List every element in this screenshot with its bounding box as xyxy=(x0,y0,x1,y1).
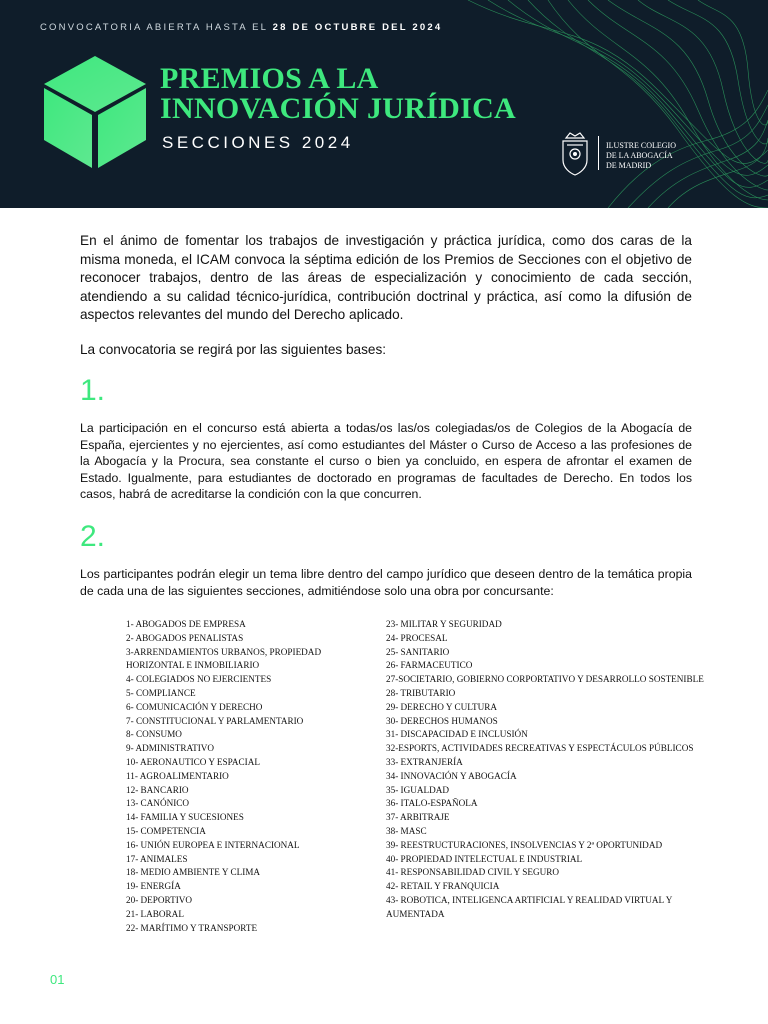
bases-intro: La convocatoria se regirá por las siguientes bases: xyxy=(80,342,387,357)
org-line-2: DE LA ABOGACÍA xyxy=(606,151,673,160)
list-item: 31- DISCAPACIDAD E INCLUSIÓN xyxy=(386,729,528,740)
list-item: 41- RESPONSABILIDAD CIVIL Y SEGURO xyxy=(386,867,560,878)
list-item: 22- MARÍTIMO Y TRANSPORTE xyxy=(126,922,258,933)
sections-list-right xyxy=(386,618,726,922)
list-item: 43- ROBOTICA, INTELIGENCA ARTIFICIAL Y REALIDAD VIRTUAL Y xyxy=(386,894,673,905)
title-line-1: PREMIOS A LA xyxy=(160,62,379,95)
list-item: 26- FARMACEUTICO xyxy=(386,660,473,671)
list-item: 33- EXTRANJERÍA xyxy=(386,756,463,767)
organization-name xyxy=(606,141,676,171)
list-item: 11- AGROALIMENTARIO xyxy=(126,770,229,781)
list-item: 15- COMPETENCIA xyxy=(126,825,206,836)
header-banner xyxy=(0,0,768,208)
list-item: 4- COLEGIADOS NO EJERCIENTES xyxy=(126,674,272,685)
deadline-prefix: CONVOCATORIA ABIERTA HASTA EL xyxy=(40,22,273,33)
deadline-line xyxy=(40,22,442,33)
page-subtitle: SECCIONES 2024 xyxy=(162,133,354,152)
list-item: 21- LABORAL xyxy=(126,908,184,919)
page-title xyxy=(160,64,516,124)
list-item: 19- ENERGÍA xyxy=(126,881,181,892)
list-item: 32-ESPORTS, ACTIVIDADES RECREATIVAS Y ESPECTÁCULOS PÚBLICOS xyxy=(386,743,694,754)
list-item: 17- ANIMALES xyxy=(126,853,188,864)
deadline-date: 28 DE OCTUBRE DEL 2024 xyxy=(272,22,443,33)
list-item: 12- BANCARIO xyxy=(126,784,189,795)
list-item: 27-SOCIETARIO, GOBIERNO CORPORTATIVO Y DESARROLLO SOSTENIBLE xyxy=(386,674,704,685)
list-item: 23- MILITAR Y SEGURIDAD xyxy=(386,619,502,629)
org-line-3: DE MADRID xyxy=(606,161,652,170)
list-item: 34- INNOVACIÓN Y ABOGACÍA xyxy=(386,770,517,781)
icam-logo xyxy=(558,130,678,178)
list-item: 24- PROCESAL xyxy=(386,632,448,643)
list-item: 35- IGUALDAD xyxy=(386,784,450,795)
page-number: 01 xyxy=(50,972,65,987)
list-item: 1- ABOGADOS DE EMPRESA xyxy=(126,619,246,629)
list-item: 28- TRIBUTARIO xyxy=(386,687,456,698)
logo-divider xyxy=(598,136,599,170)
list-item: 14- FAMILIA Y SUCESIONES xyxy=(126,812,244,823)
list-item: 36- ITALO-ESPAÑOLA xyxy=(386,798,478,809)
list-item: 25- SANITARIO xyxy=(386,646,450,657)
list-item: 30- DERECHOS HUMANOS xyxy=(386,715,498,726)
list-item: 6- COMUNICACIÓN Y DERECHO xyxy=(126,701,263,712)
cube-logo-icon xyxy=(40,52,150,172)
list-item: AUMENTADA xyxy=(386,908,445,919)
base-1-number: 1. xyxy=(80,374,106,407)
base-1-text: La participación en el concurso está abierta a todas/os las/os colegiadas/os de Colegios de la Abogacía de España, ejercientes y no ejercientes, así como estudiantes del Máster o Curso de Acceso a las profesiones de la Abogacía y la Procura, sea constante el curso o bien ya concluido, en espera de afrontar el examen de Estado. Igualmente, para estudiantes de doctorado en programas de facultades de Derecho. En todos los casos, habrá de acreditarse la condición con la que concurren. xyxy=(80,421,692,502)
org-line-1: ILUSTRE COLEGIO xyxy=(606,141,676,150)
list-item: 2- ABOGADOS PENALISTAS xyxy=(126,632,244,643)
sections-list-left xyxy=(126,618,346,935)
base-2-text: Los participantes podrán elegir un tema libre dentro del campo jurídico que deseen dentro de la temática propia de cada una de las siguientes secciones, admitiéndose solo una obra por concursante: xyxy=(80,567,692,598)
list-item: 5- COMPLIANCE xyxy=(126,687,196,698)
list-item: 10- AERONAUTICO Y ESPACIAL xyxy=(126,756,260,767)
list-item: 38- MASC xyxy=(386,825,427,836)
list-item: 20- DEPORTIVO xyxy=(126,894,193,905)
list-item: 39- REESTRUCTURACIONES, INSOLVENCIAS Y 2ª OPORTUNIDAD xyxy=(386,839,663,850)
list-item: HORIZONTAL E INMOBILIARIO xyxy=(126,660,260,671)
list-item: 3-ARRENDAMIENTOS URBANOS, PROPIEDAD xyxy=(126,646,322,657)
title-line-2: INNOVACIÓN JURÍDICA xyxy=(160,92,517,125)
coat-of-arms-icon xyxy=(558,130,592,176)
list-item: 13- CANÓNICO xyxy=(126,798,190,809)
intro-paragraph: En el ánimo de fomentar los trabajos de investigación y práctica jurídica, como dos caras de la misma moneda, el ICAM convoca la séptima edición de los Premios de Secciones con el objetivo de reconocer trabajos, dentro de las áreas de especialización y conocimiento de cada sección, atendiendo a su calidad técnico-jurídica, contribución doctrinal y práctica, así como la difusión de aspectos relevantes del mundo del Derecho aplicado. xyxy=(80,233,692,322)
list-item: 40- PROPIEDAD INTELECTUAL E INDUSTRIAL xyxy=(386,853,583,864)
list-item: 37- ARBITRAJE xyxy=(386,812,450,823)
list-item: 29- DERECHO Y CULTURA xyxy=(386,701,498,712)
list-item: 42- RETAIL Y FRANQUICIA xyxy=(386,881,500,892)
list-item: 8- CONSUMO xyxy=(126,729,182,740)
list-item: 18- MEDIO AMBIENTE Y CLIMA xyxy=(126,867,261,878)
base-2-number: 2. xyxy=(80,520,106,553)
list-item: 16- UNIÓN EUROPEA E INTERNACIONAL xyxy=(126,839,300,850)
list-item: 9- ADMINISTRATIVO xyxy=(126,743,215,754)
list-item: 7- CONSTITUCIONAL Y PARLAMENTARIO xyxy=(126,715,304,726)
